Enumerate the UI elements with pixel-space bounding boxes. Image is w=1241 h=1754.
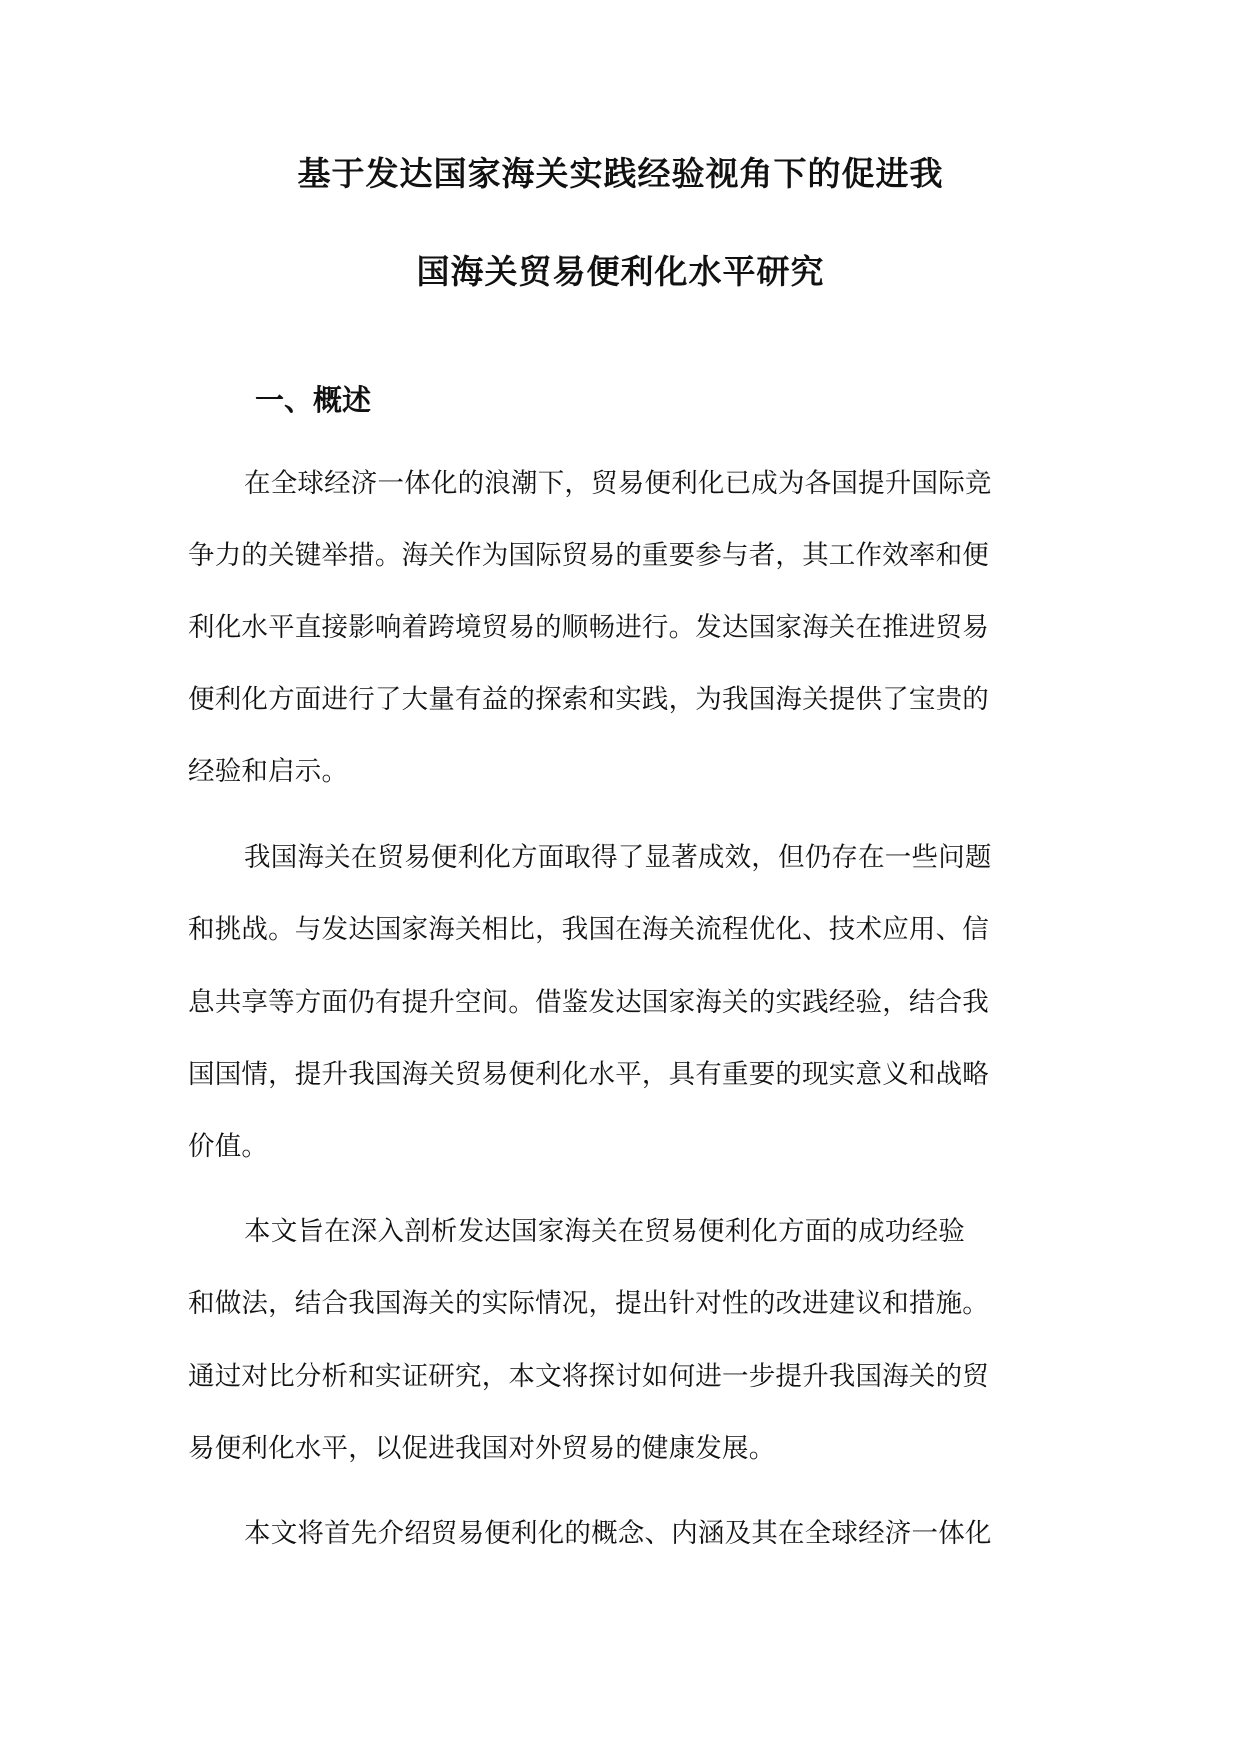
paragraph-1-line-3: 利化水平直接影响着跨境贸易的顺畅进行。发达国家海关在推进贸易 <box>188 612 989 643</box>
paragraph-1-line-4: 便利化方面进行了大量有益的探索和实践，为我国海关提供了宝贵的 <box>188 684 989 715</box>
paragraph-3-line-2: 和做法，结合我国海关的实际情况，提出针对性的改进建议和措施。 <box>188 1288 989 1319</box>
paragraph-3-line-3: 通过对比分析和实证研究，本文将探讨如何进一步提升我国海关的贸 <box>188 1361 989 1392</box>
paragraph-1-line-5: 经验和启示。 <box>188 756 349 787</box>
paragraph-2-line-4: 国国情，提升我国海关贸易便利化水平，具有重要的现实意义和战略 <box>188 1059 989 1090</box>
paragraph-2-line-5: 价值。 <box>188 1131 269 1162</box>
paragraph-3-line-1: 本文旨在深入剖析发达国家海关在贸易便利化方面的成功经验 <box>244 1216 965 1247</box>
document-title-line-1: 基于发达国家海关实践经验视角下的促进我 <box>297 154 944 193</box>
paragraph-1-line-1: 在全球经济一体化的浪潮下，贸易便利化已成为各国提升国际竞 <box>244 468 992 499</box>
paragraph-4-line-1: 本文将首先介绍贸易便利化的概念、内涵及其在全球经济一体化 <box>244 1518 992 1549</box>
section-heading: 一、概述 <box>255 383 372 417</box>
paragraph-2-line-2: 和挑战。与发达国家海关相比，我国在海关流程优化、技术应用、信 <box>188 914 989 945</box>
paragraph-3-line-4: 易便利化水平，以促进我国对外贸易的健康发展。 <box>188 1433 776 1464</box>
document-title-line-2: 国海关贸易便利化水平研究 <box>416 252 825 291</box>
paragraph-1-line-2: 争力的关键举措。海关作为国际贸易的重要参与者，其工作效率和便 <box>188 540 989 571</box>
paragraph-2-line-3: 息共享等方面仍有提升空间。借鉴发达国家海关的实践经验，结合我 <box>188 987 989 1018</box>
paragraph-2-line-1: 我国海关在贸易便利化方面取得了显著成效，但仍存在一些问题 <box>244 842 992 873</box>
